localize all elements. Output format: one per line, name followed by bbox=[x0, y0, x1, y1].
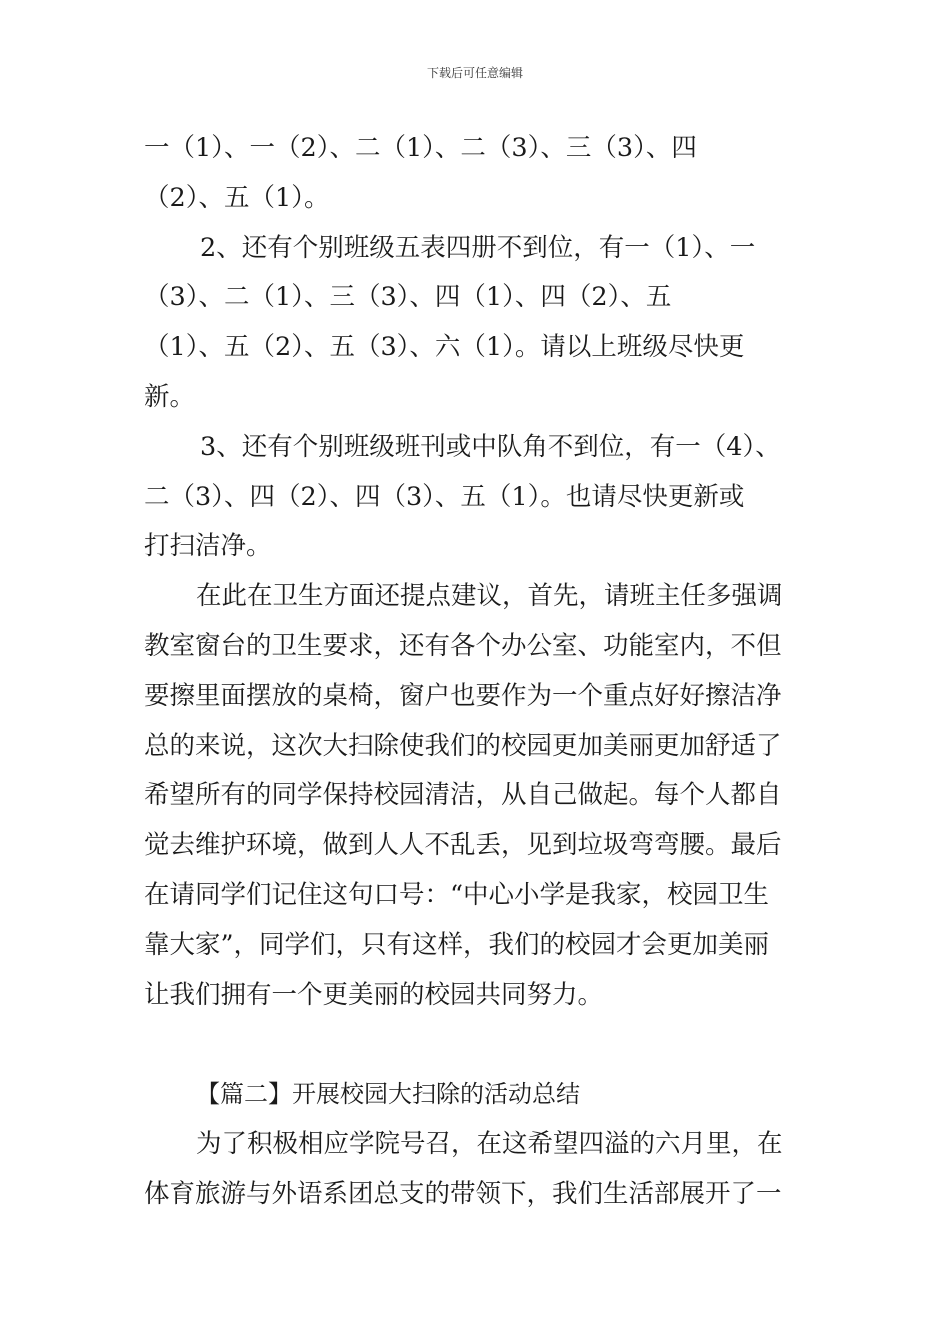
page-header-note: 下载后可任意编辑 bbox=[426, 66, 523, 80]
text-line: 在请同学们记住这句口号：“中心小学是我家，校园卫生 bbox=[144, 879, 770, 910]
text-line: 希望所有的同学保持校园清洁，从自己做起。每个人都自 bbox=[144, 780, 782, 811]
text-line: 打扫洁净。 bbox=[144, 531, 272, 562]
text-line: 3、还有个别班级班刊或中队角不到位，有一（4）、 bbox=[200, 431, 781, 462]
text-line: 二（3）、四（2）、四（3）、五（1）。也请尽快更新或 bbox=[144, 481, 745, 512]
section-heading: 【篇二】开展校园大扫除的活动总结 bbox=[196, 1080, 580, 1109]
text-line: （3）、二（1）、三（3）、四（1）、四（2）、五 bbox=[144, 282, 672, 313]
text-line: （1）、五（2）、五（3）、六（1）。请以上班级尽快更 bbox=[144, 332, 745, 363]
text-line: 新。 bbox=[144, 381, 196, 412]
text-line: 觉去维护环境，做到人人不乱丢，见到垃圾弯弯腰。最后 bbox=[144, 830, 782, 861]
text-line: 总的来说，这次大扫除使我们的校园更加美丽更加舒适了 bbox=[144, 730, 782, 761]
text-line: 靠大家”，同学们，只有这样，我们的校园才会更加美丽 bbox=[144, 929, 770, 960]
text-line: 要擦里面摆放的桌椅，窗户也要作为一个重点好好擦洁净 bbox=[144, 680, 782, 711]
document-body bbox=[144, 124, 812, 1220]
text-line: 让我们拥有一个更美丽的校园共同努力。 bbox=[144, 979, 604, 1010]
text-line: （2）、五（1）。 bbox=[144, 182, 330, 213]
text-line: 为了积极相应学院号召，在这希望四溢的六月里，在 bbox=[196, 1129, 783, 1160]
text-line: 2、还有个别班级五表四册不到位，有一（1）、一 bbox=[200, 232, 756, 263]
text-line: 教室窗台的卫生要求，还有各个办公室、功能室内，不但 bbox=[144, 630, 782, 661]
text-line: 一（1）、一（2）、二（1）、二（3）、三（3）、四 bbox=[144, 133, 697, 163]
text-line: 在此在卫生方面还提点建议，首先，请班主任多强调 bbox=[196, 581, 783, 612]
text-line: 体育旅游与外语系团总支的带领下，我们生活部展开了一 bbox=[144, 1178, 782, 1209]
